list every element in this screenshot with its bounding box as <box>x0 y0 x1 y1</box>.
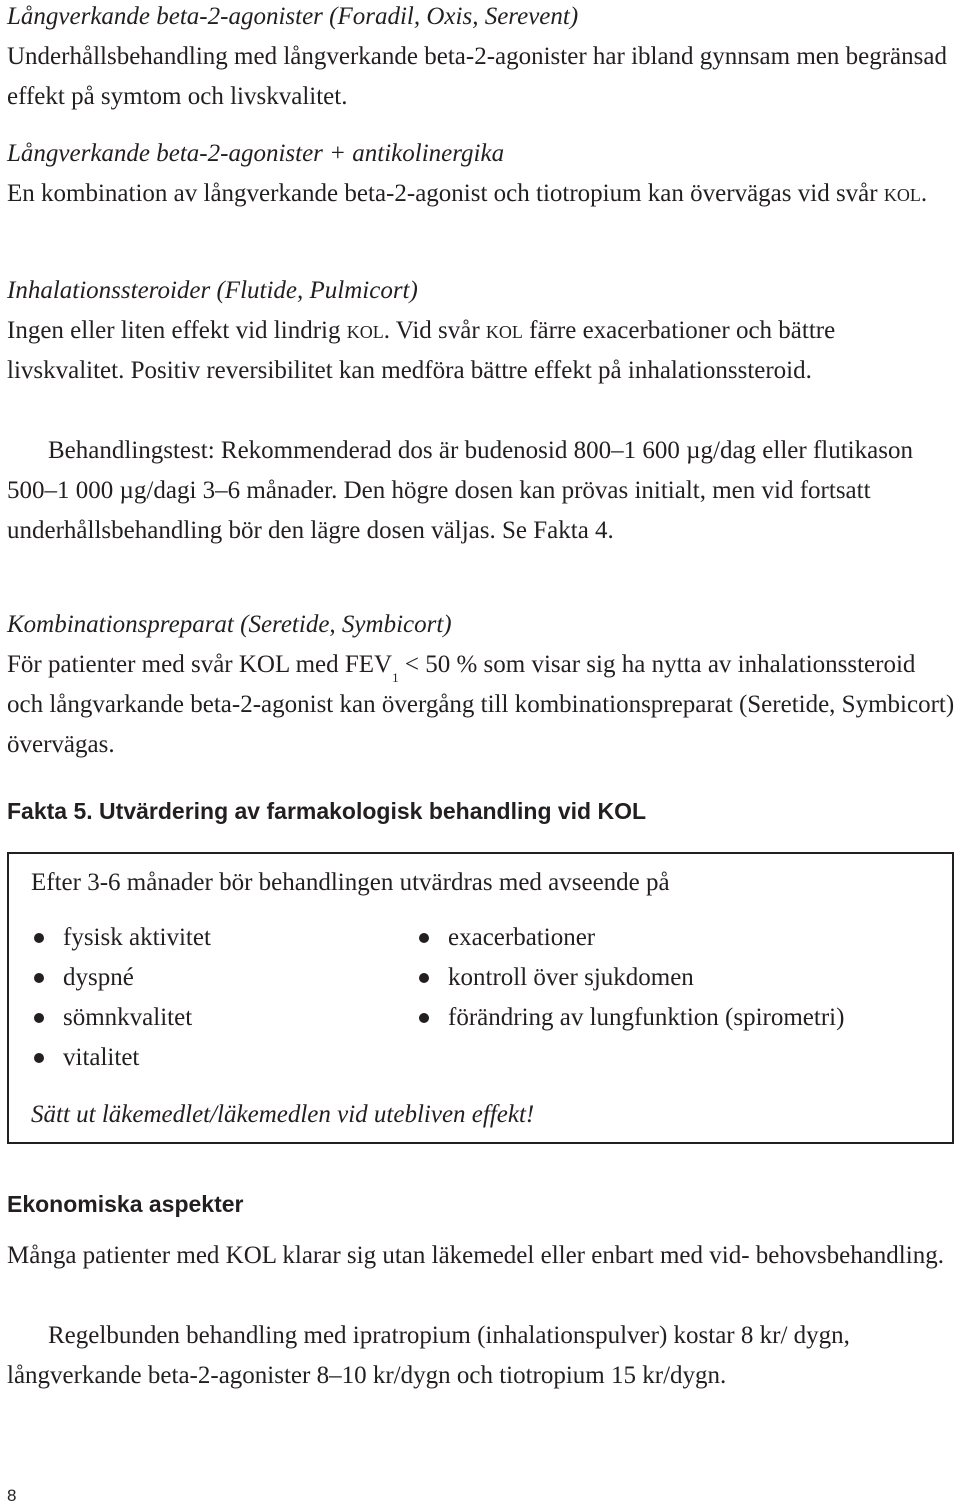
section-heading: Långverkande beta-2-agonister + antikolinergika <box>7 140 505 167</box>
fakta-box <box>7 852 954 1144</box>
fakta-list-item-label: dyspné <box>63 964 134 991</box>
fakta-heading: Fakta 5. Utvärdering av farmakologisk behandling vid KOL <box>7 798 647 824</box>
bullet-icon <box>34 1053 44 1063</box>
section-heading: Inhalationssteroider (Flutide, Pulmicort) <box>7 277 418 304</box>
bullet-icon <box>419 973 429 983</box>
fakta-list-item <box>419 998 844 1038</box>
section-paragraph: Behandlingstest: Rekommenderad dos är budenosid 800–1 600 µg/dag eller flutikason 500–1 000 µg/dagi 3–6 månader. Den högre dosen kan prövas initialt, men vid fortsatt underhållsbehandling bör den lägre dosen väljas. Se Fakta 4. <box>7 437 913 544</box>
fakta-list-item-label: exacerbationer <box>448 924 596 951</box>
section-heading: Kombinationspreparat (Seretide, Symbicort) <box>7 611 452 638</box>
fakta-list-item <box>34 1038 211 1078</box>
bullet-icon <box>419 1013 429 1023</box>
fakta-list-item-label: sömnkvalitet <box>63 1004 193 1031</box>
section-heading: Långverkande beta-2-agonister (Foradil, Oxis, Serevent) <box>7 3 579 30</box>
page-number: 8 <box>7 1486 17 1505</box>
bullet-icon <box>419 933 429 943</box>
section-paragraph: Regelbunden behandling med ipratropium (inhalationspulver) kostar 8 kr/ dygn, långverkande beta-2-agonister 8–10 kr/dygn och tiotropium 15 kr/dygn. <box>7 1322 850 1389</box>
fakta-list-item <box>419 958 844 998</box>
bullet-icon <box>34 973 44 983</box>
fakta-list-item <box>34 918 211 958</box>
bullet-icon <box>34 1013 44 1023</box>
fakta-list-item-label: vitalitet <box>63 1044 140 1071</box>
fakta-note: Sätt ut läkemedlet/läkemedlen vid utebliven effekt! <box>31 1101 535 1128</box>
section-paragraph: Underhållsbehandling med långverkande beta-2-agonister har ibland gynnsam men begränsad effekt på symtom och livskvalitet. <box>7 43 947 110</box>
fakta-list-left <box>34 918 211 1078</box>
fakta-list-item <box>419 918 844 958</box>
fakta-list-item <box>34 958 211 998</box>
fakta-list-item-label: kontroll över sjukdomen <box>448 964 694 991</box>
economy-heading: Ekonomiska aspekter <box>7 1191 244 1217</box>
section-paragraph: Många patienter med KOL klarar sig utan läkemedel eller enbart med vid- behovsbehandling. <box>7 1242 944 1269</box>
fakta-list-right <box>419 918 844 1038</box>
fakta-list-item-label: fysisk aktivitet <box>63 924 211 951</box>
fakta-intro: Efter 3-6 månader bör behandlingen utvärdras med avseende på <box>31 869 670 896</box>
section-paragraph: För patienter med svår KOL med $FEV_1 < 50$ % som visar sig ha nytta av inhalationssteroid och långvarkande beta-2-agonist kan övergång till kombinationspreparat (Seretide, Symbicort) övervägas. <box>7 651 955 758</box>
fakta-list-item <box>34 998 211 1038</box>
bullet-icon <box>34 933 44 943</box>
section-paragraph: En kombination av långverkande beta-2-agonist och tiotropium kan övervägas vid svår kol. <box>7 180 928 207</box>
fakta-list-item-label: förändring av lungfunktion (spirometri) <box>448 1004 845 1031</box>
section-paragraph: Ingen eller liten effekt vid lindrig kol. Vid svår kol färre exacerbationer och bättre livskvalitet. Positiv reversibilitet kan medföra bättre effekt på inhalationssteroid. <box>7 317 836 384</box>
